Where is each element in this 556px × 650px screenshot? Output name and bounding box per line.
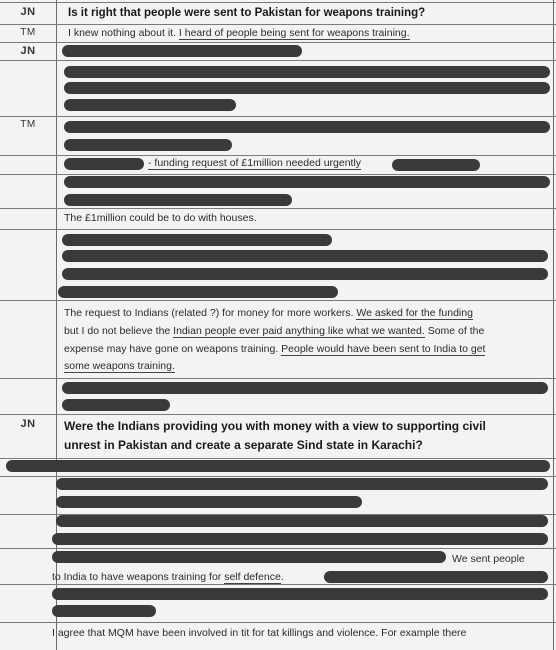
row-rule xyxy=(0,378,556,379)
paragraph-line xyxy=(64,360,175,373)
row-rule xyxy=(0,622,556,623)
row-rule xyxy=(0,208,556,209)
row-rule xyxy=(0,60,556,61)
redaction-bar xyxy=(392,159,480,171)
row-rule xyxy=(0,476,556,477)
redaction-bar xyxy=(62,45,302,57)
row-rule xyxy=(0,24,556,25)
underlined-funding-text: - funding request of £1million needed urgently xyxy=(148,157,362,169)
question-text: Is it right that people were sent to Pakistan for weapons training? xyxy=(68,7,426,19)
statement-text: The £1million could be to do with houses. xyxy=(64,212,257,224)
redaction-bar xyxy=(62,268,548,280)
speaker-label: JN xyxy=(20,45,36,57)
underlined-segment: self defence xyxy=(224,571,281,583)
line-segment: to India to have weapons training for xyxy=(52,571,222,583)
redaction-bar xyxy=(52,533,548,545)
answer-segment: I knew nothing about it. xyxy=(68,27,176,39)
paragraph-line xyxy=(64,307,473,320)
underlined-segment: People would have been sent to India to get xyxy=(281,343,486,355)
row-rule xyxy=(0,300,556,301)
row-rule xyxy=(0,174,556,175)
speaker-label: TM xyxy=(20,27,36,38)
row-rule xyxy=(0,414,556,415)
speaker-label: JN xyxy=(20,418,36,430)
row-rule xyxy=(0,584,556,585)
redaction-bar xyxy=(62,399,170,411)
redaction-bar xyxy=(64,158,144,170)
underlined-segment: We asked for the funding xyxy=(356,307,473,319)
underlined-segment: some weapons training. xyxy=(64,360,175,372)
right-margin-rule xyxy=(553,0,554,650)
redaction-bar xyxy=(64,194,292,206)
question-line: Were the Indians providing you with money with a view to supporting civil xyxy=(64,419,486,433)
paragraph-line xyxy=(64,325,484,338)
redaction-bar xyxy=(6,460,550,472)
question-line: unrest in Pakistan and create a separate Sind state in Karachi? xyxy=(64,438,423,452)
statement-text: I agree that MQM have been involved in tit for tat killings and violence. For example there xyxy=(52,627,467,639)
row-rule xyxy=(0,458,556,459)
line-segment: but I do not believe the xyxy=(64,325,171,337)
row-rule xyxy=(0,2,556,3)
redaction-bar xyxy=(64,99,236,111)
redaction-bar xyxy=(64,66,550,78)
redaction-bar xyxy=(52,588,548,600)
redaction-bar xyxy=(56,515,548,527)
redaction-bar xyxy=(64,82,550,94)
statement-tail: We sent people xyxy=(452,553,525,565)
line-segment: . xyxy=(280,571,284,583)
redaction-bar xyxy=(324,571,548,583)
funding-request-text xyxy=(148,157,361,170)
paragraph-line xyxy=(64,343,485,356)
statement-line xyxy=(52,571,284,584)
redaction-bar xyxy=(62,382,548,394)
redaction-bar xyxy=(64,139,232,151)
row-rule xyxy=(0,155,556,156)
speaker-label: JN xyxy=(20,6,36,18)
speaker-label: TM xyxy=(20,119,36,130)
row-rule xyxy=(0,42,556,43)
redaction-bar xyxy=(62,250,548,262)
answer-text xyxy=(68,27,410,40)
redaction-bar xyxy=(64,121,550,133)
redaction-bar xyxy=(58,286,338,298)
row-rule xyxy=(0,548,556,549)
redaction-bar xyxy=(56,478,548,490)
redaction-bar xyxy=(56,496,362,508)
row-rule xyxy=(0,116,556,117)
line-segment: expense may have gone on weapons training. xyxy=(64,343,279,355)
underlined-segment: Indian people ever paid anything like what we wanted. xyxy=(173,325,425,337)
line-segment: The request to Indians (related ?) for money for more workers. xyxy=(64,307,354,319)
redaction-bar xyxy=(64,176,550,188)
redaction-bar xyxy=(52,551,446,563)
line-segment: Some of the xyxy=(427,325,485,337)
redaction-bar xyxy=(62,234,332,246)
redaction-bar xyxy=(52,605,156,617)
underlined-answer-segment: I heard of people being sent for weapons training. xyxy=(178,27,410,39)
row-rule xyxy=(0,229,556,230)
